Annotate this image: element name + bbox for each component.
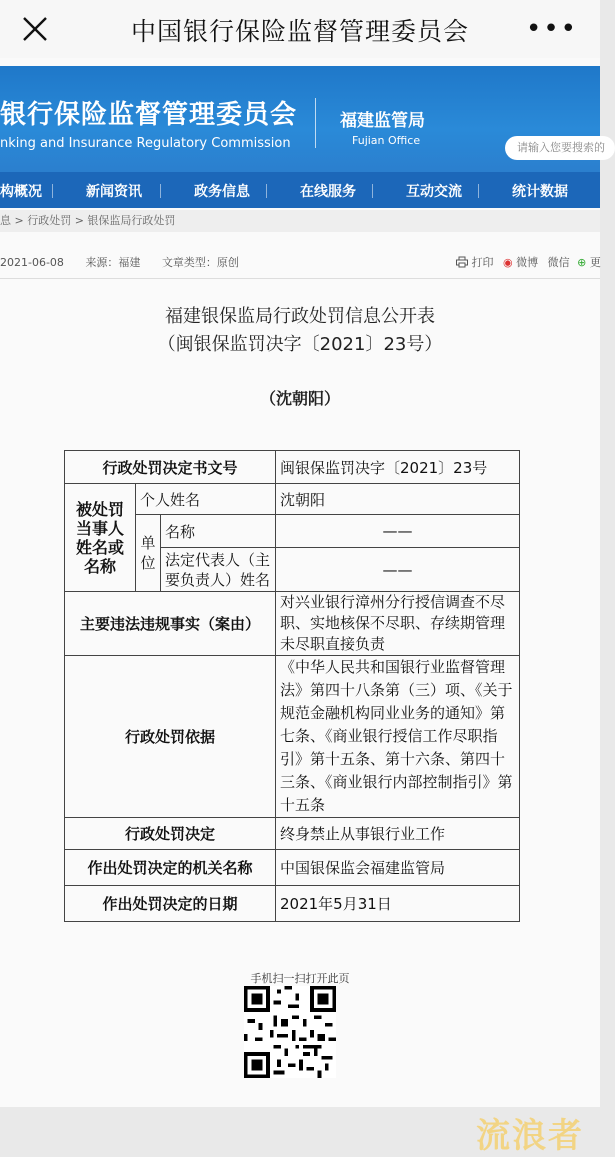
nav-divider [266, 184, 267, 198]
authority-label: 作出处罚决定的机关名称 [65, 850, 276, 886]
watermark: 流浪者 [476, 1116, 584, 1156]
individual-name-value: 沈朝阳 [276, 484, 520, 515]
breadcrumb[interactable]: 息 > 行政处罚 > 银保监局行政处罚 [0, 210, 600, 232]
banner-divider [315, 98, 316, 148]
nav-item-online-service[interactable]: 在线服务 [300, 184, 356, 200]
more-share-label: 更 [589, 256, 601, 269]
app-bar [0, 0, 600, 59]
weibo-icon: ◉ [503, 256, 513, 269]
screenshot-photo [0, 58, 605, 1156]
decision-date-label: 作出处罚决定的日期 [65, 886, 276, 922]
table-row [65, 451, 520, 484]
basis-label: 行政处罚依据 [65, 656, 276, 818]
unit-name-value: —— [276, 515, 520, 548]
decision-number-value: 闽银保监罚决字〔2021〕23号 [276, 451, 520, 484]
nav-divider [52, 184, 53, 198]
nav-item-statistics[interactable]: 统计数据 [512, 184, 568, 200]
office-name-cn: 福建监管局 [340, 111, 425, 131]
penalized-person: （沈朝阳） [259, 389, 340, 408]
print-button[interactable] [456, 256, 497, 269]
wechat-button[interactable] [548, 256, 574, 269]
site-name-cn: 银行保险监督管理委员会 [0, 100, 298, 130]
main-nav [0, 172, 600, 208]
table-row [65, 656, 520, 818]
nav-divider [160, 184, 161, 198]
office-name-en: Fujian Office [352, 134, 421, 147]
party-label: 被处罚当事人姓名或名称 [65, 484, 136, 592]
weibo-button[interactable] [503, 256, 542, 269]
facts-value: 对兴业银行漳州分行授信调查不尽职、实地核保不尽职、存续期管理未尽职直接负责 [276, 592, 520, 656]
table-row [65, 484, 520, 515]
weibo-label: 微博 [516, 256, 539, 269]
decision-date-value: 2021年5月31日 [276, 886, 520, 922]
decision-label: 行政处罚决定 [65, 818, 276, 850]
nav-item-gov-info[interactable]: 政务信息 [194, 184, 250, 200]
facts-label: 主要违法违规事实（案由） [65, 592, 276, 656]
table-row [65, 818, 520, 850]
document-title: 福建银保监局行政处罚信息公开表 [165, 306, 435, 327]
nav-item-interaction[interactable]: 互动交流 [406, 184, 462, 200]
search-input[interactable]: 请输入您要搜索的 [505, 136, 615, 160]
table-row [65, 886, 520, 922]
print-icon [456, 257, 468, 267]
unit-name-label: 名称 [161, 515, 276, 548]
authority-value: 中国银保监会福建监管局 [276, 850, 520, 886]
nav-item-news[interactable]: 新闻资讯 [86, 184, 142, 200]
decision-number-label: 行政处罚决定书文号 [65, 451, 276, 484]
wechat-label: 微信 [547, 256, 570, 269]
qr-code [244, 986, 336, 1078]
unit-label: 单位 [136, 515, 161, 592]
more-share-button[interactable] [577, 256, 601, 269]
document-number: （闽银保监罚决字〔2021〕23号） [157, 334, 443, 355]
decision-value: 终身禁止从事银行业工作 [276, 818, 520, 850]
table-row [65, 850, 520, 886]
publish-date: 2021-06-08 [0, 256, 64, 269]
meta-divider [0, 278, 600, 279]
more-icon[interactable]: ••• [525, 14, 578, 44]
nav-divider [372, 184, 373, 198]
individual-name-label: 个人姓名 [136, 484, 276, 515]
basis-value: 《中华人民共和国银行业监督管理法》第四十八条第（三）项、《关于规范金融机构同业业务的通知》第七条、《商业银行授信工作尽职指引》第十五条、第十六条、第四十三条、《商业银行内部控制指引》第十五条 [276, 656, 520, 818]
more-share-icon: ⊕ [577, 256, 587, 269]
qr-caption: 手机扫一扫打开此页 [250, 972, 350, 985]
legal-rep-value: —— [276, 548, 520, 592]
nav-divider [478, 184, 479, 198]
app-bar-title: 中国银行保险监督管理委员会 [130, 17, 469, 46]
site-banner [0, 66, 605, 172]
article-source: 来源：福建 [85, 256, 141, 269]
article-type: 文章类型：原创 [161, 256, 239, 269]
legal-rep-label: 法定代表人（主要负责人）姓名 [161, 548, 276, 592]
site-name-en: nking and Insurance Regulatory Commission [0, 136, 291, 151]
penalty-table [64, 450, 520, 922]
nav-item-about[interactable]: 构概况 [0, 184, 42, 200]
print-label: 打印 [471, 256, 494, 269]
table-row [65, 592, 520, 656]
